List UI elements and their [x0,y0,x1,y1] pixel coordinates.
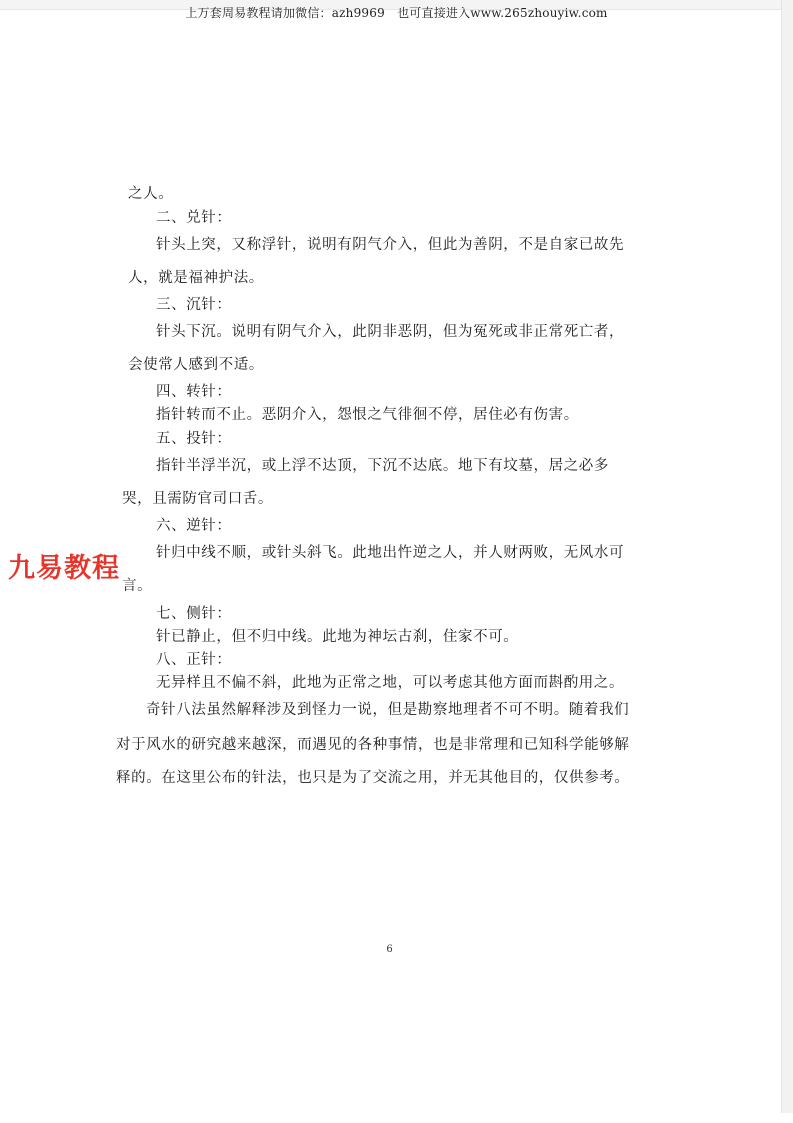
section-heading: 四、转针： [156,384,232,400]
text-line: 言。 [122,578,153,594]
watermark-logo: 九易教程 [8,546,120,585]
scrollbar[interactable] [781,0,793,1113]
text-line: 无异样且不偏不斜，此地为正常之地，可以考虑其他方面而斟酌用之。 [156,675,625,691]
header-note: 上万套周易教程请加微信：azh9969 也可直接进入www.265zhouyiw.com [185,6,608,20]
text-line: 之人。 [128,186,174,202]
text-line: 人，就是福神护法。 [128,270,264,286]
section-heading: 二、兑针： [156,210,232,226]
section-heading: 八、正针： [156,652,232,668]
text-line: 针头下沉。说明有阴气介入，此阴非恶阴，但为冤死或非正常死亡者， [156,324,625,340]
text-line: 会使常人感到不适。 [128,357,264,373]
text-line: 针归中线不顺，或针头斜飞。此地出忤逆之人，并人财两败，无风水可 [156,545,625,561]
section-heading: 五、投针： [156,431,232,447]
text-line: 针头上突，又称浮针，说明有阴气介入，但此为善阴，不是自家已故先 [156,237,625,253]
text-line: 对于风水的研究越来越深，而遇见的各种事情，也是非常理和已知科学能够解 [116,737,630,753]
text-line: 指针半浮半沉，或上浮不达顶，下沉不达底。地下有坟墓，居之必多 [156,458,609,474]
text-line: 释的。在这里公布的针法，也只是为了交流之用，并无其他目的，仅供参考。 [116,770,630,786]
section-heading: 六、逆针： [156,518,232,534]
page-number: 6 [386,944,393,955]
text-line: 指针转而不止。恶阴介入，怨恨之气徘徊不停，居住必有伤害。 [156,407,579,423]
text-line: 哭，且需防官司口舌。 [122,491,273,507]
text-line: 针已静止，但不归中线。此地为神坛古刹，住家不可。 [156,629,519,645]
text-line: 奇针八法虽然解释涉及到怪力一说，但是勘察地理者不可不明。随着我们 [146,702,630,718]
section-heading: 三、沉针： [156,297,232,313]
section-heading: 七、侧针： [156,606,232,622]
